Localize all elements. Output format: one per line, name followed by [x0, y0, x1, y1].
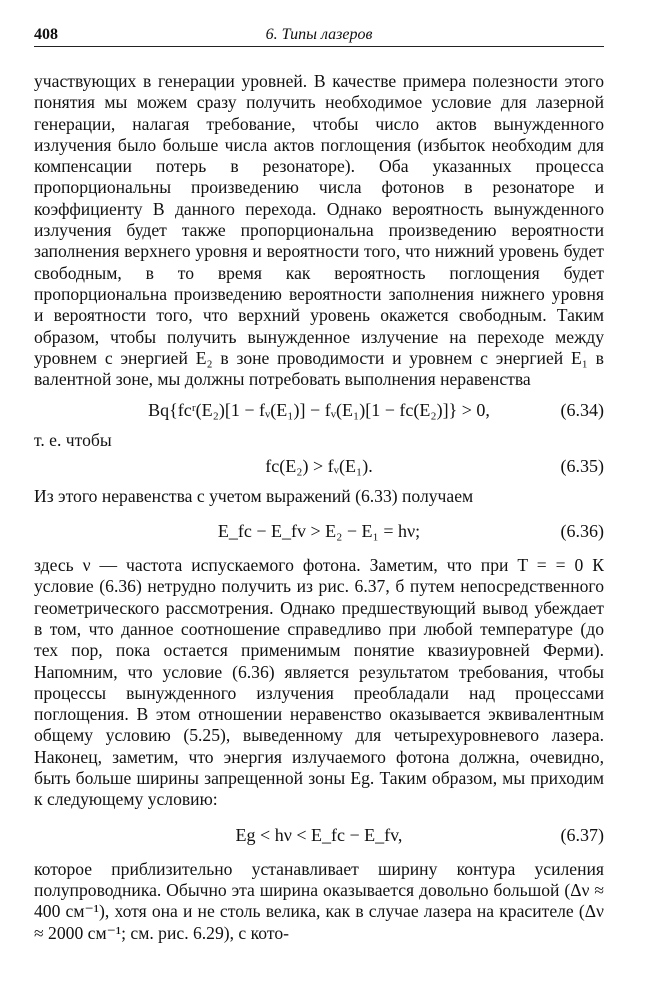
equation-6-34-formula: Bq{fcʳ(E₂)[1 − fᵥ(E₁)] − fᵥ(E₁)[1 − fc(E₂)]} > 0, [148, 400, 490, 421]
paragraph-2: здесь ν — частота испускаемого фотона. Заметим, что при T = = 0 К условие (6.36) нетрудно получить из рис. 6.37, б путем непосредственного геометрического рассмотрения. Однако предшествующий вывод убеждает в том, что данное соотношение справедливо при любой температуре (до тех пор, пока остается применимым понятие квазиуровней Ферми). Напомним, что условие (6.36) является результатом требования, чтобы процессы вынужденного излучения преобладали над процессами поглощения. В этом отношении неравенство оказывается эквивалентным общему условию (5.25), выведенному для четырехуровневого лазера. Наконец, заметим, что энергия излучаемого фотона должна, очевидно, быть больше ширины запрещенной зоны Eg. Таким образом, мы приходим к следующему условию: [34, 555, 604, 810]
page-header [34, 22, 604, 47]
equation-6-34 [34, 396, 604, 424]
equation-6-35-number: (6.35) [560, 455, 604, 476]
equation-6-36-formula: E_fc − E_fv > E₂ − E₁ = hν; [217, 521, 421, 542]
running-title: 6. Типы лазеров [265, 26, 373, 43]
equation-6-36 [34, 517, 604, 545]
equation-6-35 [34, 452, 604, 480]
equation-6-37 [34, 821, 604, 849]
text-then: т. е. чтобы [34, 430, 112, 451]
paragraph-1: участвующих в генерации уровней. В качестве примера полезности этого понятия мы можем сразу получить необходимое условие для лазерной генерации, налагая требование, чтобы число актов вынужденного излучения было больше числа актов поглощения (избыток необходим для компенсации потерь в резонаторе). Оба указанных процесса пропорциональны произведению числа фотонов в резонаторе и коэффициенту B данного перехода. Однако вероятность вынужденного излучения будет также пропорциональна произведению вероятности заполнения верхнего уровня и вероятности того, что нижний уровень будет свободным, в то время как вероятность поглощения будет пропорциональна произведению вероятности заполнения нижнего уровня и вероятности того, что верхний уровень окажется свободным. Таким образом, чтобы получить вынужденное излучение на переходе между уровнем с энергией E₂ в зоне проводимости и уровнем с энергией E₁ в валентной зоне, мы должны потребовать выполнения неравенства [34, 71, 604, 390]
book-page [34, 22, 604, 944]
equation-6-37-formula: Eg < hν < E_fc − E_fv, [235, 824, 403, 845]
page-number: 408 [34, 26, 58, 43]
body-text [34, 71, 604, 944]
text-from-inequality: Из этого неравенства с учетом выражений (6.33) получаем [34, 485, 474, 506]
paragraph-3: которое приблизительно устанавливает ширину контура усиления полупроводника. Обычно эта ширина оказывается довольно большой (Δν ≈ 400 см⁻¹), хотя она и не столь велика, как в случае лазера на красителе (Δν ≈ 2000 см⁻¹; см. рис. 6.29), с кото- [34, 858, 604, 943]
equation-6-37-number: (6.37) [560, 824, 604, 845]
equation-6-36-number: (6.36) [560, 521, 604, 542]
equation-6-35-formula: fc(E₂) > fᵥ(E₁). [265, 455, 373, 476]
equation-6-34-number: (6.34) [560, 400, 604, 421]
